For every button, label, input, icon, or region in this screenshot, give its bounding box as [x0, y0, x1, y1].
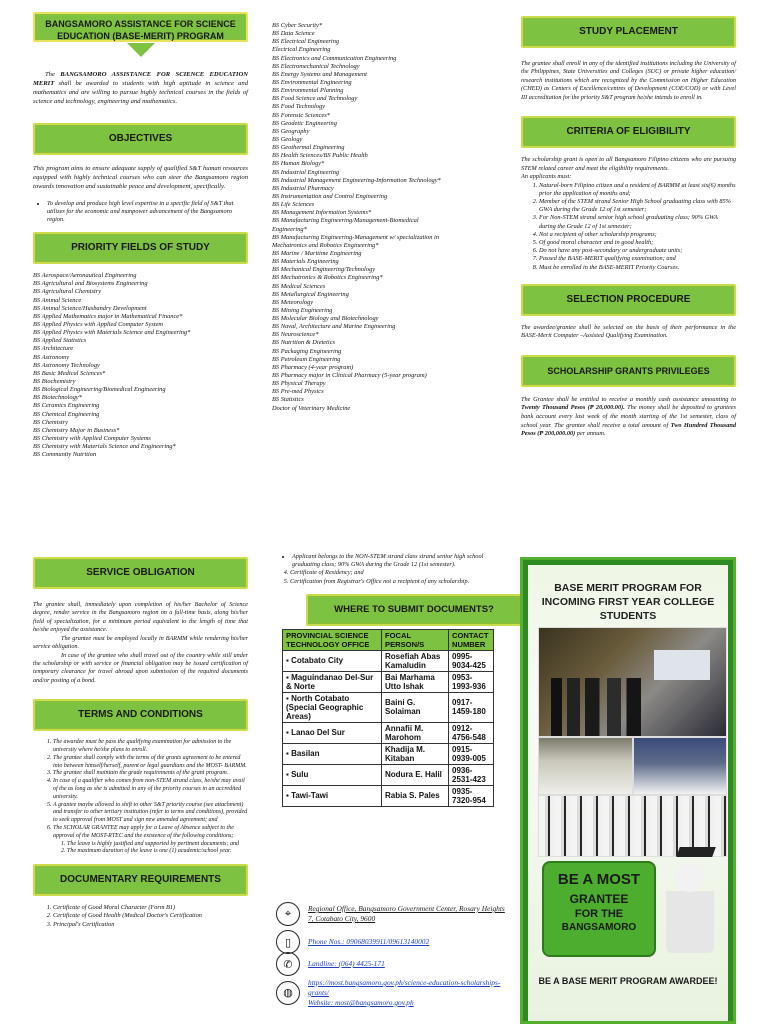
where-to-submit-heading: WHERE TO SUBMIT DOCUMENTS? [306, 594, 522, 626]
field-of-study-item: BS Aerospace/Aeronautical Engineering [33, 272, 137, 280]
office-name-text: Lanao Del Sur [291, 728, 345, 738]
field-of-study-item: BS Petroleum Engineering [272, 355, 341, 363]
field-of-study-item: BS Energy Systems and Management [272, 70, 367, 78]
field-of-study-item: BS Geography [272, 127, 310, 135]
field-of-study-item: BS Animal Science [33, 296, 82, 304]
eligibility-item: 1. Natural-born Filipino citizen and a resident of BARMM at least six(6) months prior the application of months and; [539, 182, 736, 198]
phone-link[interactable]: Phone Nos.: 09068039911/09613140002 [308, 937, 430, 946]
field-of-study-item: BS Animal Science/Husbandry Development [33, 304, 147, 312]
field-of-study-item: BS Medical Sciences [272, 282, 326, 290]
focal-person [382, 764, 449, 785]
office-name-text: Sulu [291, 770, 309, 780]
focal-person-text: Bai Marhama Utto Ishak [385, 672, 435, 691]
field-of-study-item: BS Applied Statistics [33, 337, 87, 345]
field-of-study-item: BS Architecture [33, 345, 74, 353]
terms-item-text: The SCHOLAR GRANTEE may apply for a Leave of Absence subject to the approval of the MOST-RTEC and the existence of the following conditions; [53, 824, 234, 839]
field-of-study-item: BS Industrial Engineering [272, 168, 340, 176]
panel-placement [521, 16, 736, 439]
contact-number [449, 692, 494, 722]
field-of-study-item: BS Chemical Engineering [33, 410, 100, 418]
field-of-study-item: BS Applied Physics with Applied Computer System [33, 321, 164, 329]
field-of-study-item: BS Life Sciences [272, 201, 315, 209]
office-row [283, 722, 494, 743]
field-of-study-item: BS Data Science [272, 30, 315, 38]
website-email-link[interactable]: Website: most@bangsamoro.gov.ph [308, 997, 414, 1007]
contact-number-text: 0936-2531-423 [452, 765, 486, 784]
terms-heading: TERMS AND CONDITIONS [33, 699, 248, 731]
field-of-study-item: BS Packaging Engineering [272, 347, 342, 355]
field-of-study-item: BS Meteorology [272, 298, 314, 306]
selection-heading: SELECTION PROCEDURE [521, 284, 736, 316]
bullet-icon: ▪ [286, 770, 292, 780]
field-of-study-item: BS Metallurgical Engineering [272, 290, 349, 298]
badge-line-1: BE A MOST [557, 871, 641, 888]
office-name [283, 785, 382, 806]
field-of-study-item: BS Environmental Engineering [272, 78, 352, 86]
address-text: Regional Office, Bangsamoro Government Center, Rosary Heights 7, Cotabato City, 9600 [308, 904, 505, 923]
service-obligation-p3: In case of the grantee who shall travel out of the country while still under the scholarship or with service or financial obligation may be issued certification of temporary clearance for travel abroad upon submission of the required documents and/or posting of a bond. [33, 651, 248, 684]
office-name-text: Maguindanao Del-Sur & Norte [286, 672, 374, 691]
field-of-study-item: BS Geodetic Engineering [272, 119, 337, 127]
offices-table-header [283, 629, 494, 650]
focal-person-text: Annafii M. Marohom [385, 723, 424, 742]
office-name [283, 692, 382, 722]
contact-number-text: 0935-7320-954 [452, 786, 486, 805]
field-of-study-item: BS Biotechnology* [33, 394, 82, 402]
office-name [283, 722, 382, 743]
eligibility-lead: An applicants must: [521, 173, 572, 181]
focal-person [382, 650, 449, 671]
field-of-study-item: Doctor of Veterinary Medicine [272, 404, 351, 412]
service-obligation-p1: The grantee shall, immediately upon completion of his/her Bachelor of Science degree, render service in the Bangsamoro region on a full-time basis, along his/her field of specialization, for a minimum period equivalent to the length of time that he/she enjoyed the assistance. [33, 601, 248, 634]
non-stem-bullet: • Applicant belongs to the NON-STEM strand class strand senior high school graduating class; 90% GWA during the Grade 12 (1st semester). [292, 553, 508, 569]
office-name [283, 743, 382, 764]
study-placement-text: The grantee shall enroll in any of the identified institutions including the University of the Philippines, State Universities and Colleges (SUC) or private higher education/ research institutions which are recognized by the Commission on Higher Education (CHED) as Centers of Excellence/centres of Development (COE/COD) or with Level III accreditation for the priority S&T program he/she intends to enroll in. [521, 60, 736, 101]
privileges-text: The Grantee shall be entitled to receive a monthly cash assistance amounting to Twenty Thousand Pesos (₱ 20,000.00). The money shall be deposited to grantees bank account every last week of the month starting of the 1st semester, class of school year. The grantee shall receive a total amount of Two Hundred Thousand Pesos (₱ 200,000.00) per annum. [521, 395, 736, 438]
field-of-study-item: BS Naval, Architecture and Marine Engineering [272, 323, 396, 331]
eligibility-item: 3. For Non-STEM strand senior high school graduating class; 90% GWA during the Grade 12 of 1st semester; [539, 214, 736, 230]
field-of-study-item: BS Community Nutrition [33, 451, 97, 459]
objectives-text: This program aims to ensure adequate supply of qualified S&T human resources equipped with highly technical courses who can steer the Bangsamoro region towards innovation and sustainable peace and development, specifically. [33, 164, 248, 190]
priority-list-col2 [272, 22, 504, 413]
office-name-text: North Cotabato (Special Geographic Areas) [286, 693, 364, 721]
field-of-study-item: BS Forensic Sciences* [272, 111, 330, 119]
focal-person-text: Baini G. Solaiman [385, 698, 421, 717]
field-of-study-item: BS Chemistry [33, 418, 68, 426]
documentary-item: 2. Certificate of Good Health (Medical Doctor's Certification [53, 912, 248, 920]
field-of-study-item: BS Basic Medical Sciences* [33, 369, 106, 377]
contact-web [276, 978, 508, 1008]
field-of-study-item: BS Applied Physics with Materials Science and Engineering* [33, 329, 191, 337]
contact-number [449, 743, 494, 764]
documentary-list [33, 904, 248, 929]
terms-item [53, 778, 248, 801]
bullet-icon: ▪ [286, 791, 292, 801]
badge-line-3: FOR THE [574, 908, 624, 920]
documentary-item: 1. Certificate of Good Moral Character (Form B1) [53, 904, 248, 912]
program-title: BANGSAMORO ASSISTANCE FOR SCIENCE EDUCATION (BASE-MERIT) PROGRAM [45, 19, 236, 41]
telephone-icon: ✆ [276, 952, 300, 976]
bullet-icon: ▪ [286, 672, 292, 682]
focal-person [382, 671, 449, 692]
eligibility-item: 5. Of good moral character and in good health; [539, 239, 736, 247]
focal-person [382, 722, 449, 743]
eligibility-item: 2. Member of the STEM strand Senior High School graduating class with 85% GWA during the Grade 12 of 1st semester; [539, 198, 736, 214]
field-of-study-item: Engineering* [272, 225, 307, 233]
field-of-study-item: BS Ceramics Engineering [33, 402, 100, 410]
eligibility-heading: CRITERIA OF ELIGIBILITY [521, 116, 736, 148]
field-of-study-item: BS Chemistry with Materials Science and Engineering* [33, 443, 176, 451]
offices-table [282, 629, 494, 807]
field-of-study-item: BS Mechanical Engineering/Technology [272, 266, 376, 274]
study-placement-heading: STUDY PLACEMENT [521, 16, 736, 48]
field-of-study-item: BS Environmental Planning [272, 87, 344, 95]
documentary-continued [278, 553, 508, 569]
focal-person [382, 692, 449, 722]
terms-sub-item: 2. The maximum duration of the leave is one (1) academic/school year. [67, 848, 248, 856]
contact-number-text: 0995-9034-425 [452, 651, 486, 670]
objectives-heading: OBJECTIVES [33, 123, 248, 155]
field-of-study-item: BS Materials Engineering [272, 258, 339, 266]
field-of-study-item: BS Chemistry Major in Business* [33, 426, 120, 434]
field-of-study-item: BS Neuroscience* [272, 331, 319, 339]
office-name-text: Cotabato City [291, 656, 344, 666]
documentary-continued-list [278, 569, 508, 585]
selection-text: The awardee/grantee shall be selected on the basis of their performance in the BASE-Merit Computer –Assisted Qualifying Examination. [521, 323, 736, 340]
terms-item-text: The awardee must be pass the qualifying examination for admission to the university where he/she plans to enroll. [53, 739, 232, 754]
panel-priority-continued [272, 22, 504, 413]
field-of-study-item: BS Statistics [272, 396, 304, 404]
cover-title: BASE MERIT PROGRAM FOR INCOMING FIRST YEAR COLLEGE STUDENTS [541, 582, 715, 623]
cover-tagline: BE A BASE MERIT PROGRAM AWARDEE! [538, 976, 718, 986]
service-obligation-p2: The grantee must be employed locally in BARMM while rendering his/her service obligation. [33, 634, 248, 651]
doc-item-5: 5. Certification from Registrar's Office not a recipient of any scholarship. [290, 578, 508, 586]
panel-submit [278, 553, 508, 807]
field-of-study-item: BS Human Biology* [272, 160, 325, 168]
eligibility-item: 8. Must be enrolled in the BASE-MERIT Priority Courses. [539, 264, 736, 272]
field-of-study-item: BS Industrial Pharmacy [272, 184, 334, 192]
stage-screen [654, 650, 710, 680]
field-of-study-item: BS Cyber Security* [272, 22, 323, 29]
field-of-study-item: BS Astronomy Technology [33, 361, 100, 369]
cover-panel [520, 557, 736, 1024]
panel-obligations [33, 557, 248, 929]
ceremony-photo [538, 627, 727, 737]
landline-link[interactable]: Landline: (064) 4425-171 [308, 959, 385, 968]
field-of-study-item: BS Health Sciences/BS Public Health [272, 152, 368, 160]
eligibility-list [521, 182, 736, 272]
figure-illustration [666, 861, 714, 953]
office-name-text: Tawi-Tawi [291, 791, 329, 801]
contact-number [449, 722, 494, 743]
office-row [283, 764, 494, 785]
field-of-study-item: BS Manufacturing Engineering-Management w/ specialization in [272, 233, 440, 241]
field-of-study-item: BS Geothermal Engineering [272, 144, 345, 152]
field-of-study-item: BS Management Information Systems* [272, 209, 372, 217]
office-row [283, 743, 494, 764]
field-of-study-item: BS Electronics and Communication Engineering [272, 54, 397, 62]
objectives-bullet: • To develop and produce high level expertise in a specific field of S&T that utilizes for the economic and manpower advancement of the Bangsamoro region. [47, 200, 248, 225]
documentary-heading: DOCUMENTARY REQUIREMENTS [33, 864, 248, 896]
grantee-badge [542, 861, 656, 957]
contact-number [449, 764, 494, 785]
terms-list [33, 739, 248, 856]
office-name [283, 671, 382, 692]
cover-inner [528, 565, 728, 1021]
contact-number-text: 0953-1993-936 [452, 672, 486, 691]
badge-line-2: GRANTEE [569, 892, 629, 906]
focal-person [382, 743, 449, 764]
audience-photo [538, 737, 633, 795]
contact-number [449, 785, 494, 806]
header-office: PROVINCIAL SCIENCE TECHNOLOGY OFFICE [283, 629, 382, 650]
contact-number-text: 0912-4756-548 [452, 723, 486, 742]
field-of-study-item: BS Manufacturing Engineering/Management-Biomedical [272, 217, 419, 225]
field-of-study-item: BS Marine / Maritime Engineering [272, 249, 362, 257]
terms-item [53, 825, 248, 856]
priority-list-col1 [33, 272, 248, 459]
field-of-study-item: BS Chemistry with Applied Computer Systems [33, 435, 151, 442]
terms-sub-item: 1. The leave is highly justified and supported by pertinent documents; and [67, 841, 248, 849]
terms-item [53, 755, 248, 771]
field-of-study-item: BS Molecular Biology and Biotechnology [272, 315, 379, 323]
field-of-study-item: BS Pre-med Physics [272, 388, 324, 396]
field-of-study-item: BS Electromechanical Technology [272, 62, 360, 70]
office-name [283, 650, 382, 671]
doc-item-4: 4. Certificate of Residency; and [290, 569, 508, 577]
office-name-text: Basilan [291, 749, 320, 759]
focal-person-text: Rosefiah Abas Kamaludin [385, 651, 441, 670]
field-of-study-item: BS Instrumentation and Control Engineering [272, 192, 388, 200]
contact-phone [276, 930, 429, 954]
field-of-study-item: BS Electrical Engineering [272, 38, 340, 46]
contact-number [449, 650, 494, 671]
web-link[interactable]: https://most.bangsamoro.gov.ph/science-education-scholarships-grants/ [308, 978, 501, 997]
arrow-down-icon [127, 43, 155, 57]
bullet-icon: ▪ [286, 728, 292, 738]
office-row [283, 671, 494, 692]
terms-item [53, 739, 248, 755]
focal-person-text: Nodura E. Halil [385, 770, 442, 780]
field-of-study-item: BS Mining Engineering [272, 306, 333, 314]
location-icon: ⌖ [276, 902, 300, 926]
field-of-study-item: BS Applied Mathematics major in Mathematical Finance* [33, 312, 183, 320]
office-row [283, 785, 494, 806]
field-of-study-item: BS Food Science and Technology [272, 95, 358, 103]
office-name [283, 764, 382, 785]
field-of-study-item: Mechatronics and Robotics Engineering* [272, 241, 379, 249]
priority-heading: PRIORITY FIELDS OF STUDY [33, 232, 248, 264]
service-obligation-heading: SERVICE OBLIGATION [33, 557, 248, 589]
contact-number-text: 0917-1459-180 [452, 698, 486, 717]
field-of-study-item: BS Mechatronics & Robotics Engineering* [272, 274, 383, 282]
bullet-icon: ▪ [286, 693, 292, 703]
terms-item-text: In case of a qualifier who comes from non-STEM strand class, he/she may avail of the as long as she is admitted in any of the priority courses in an accredited university. [53, 778, 245, 800]
panel-intro [33, 12, 248, 459]
bullet-icon: ▪ [286, 656, 292, 666]
contact-landline [276, 952, 385, 976]
program-title-box [33, 12, 248, 42]
eligibility-item: 6. Do not have any post-secondary or undergraduate units; [539, 247, 736, 255]
field-of-study-item: BS Pharmacy (4-year program) [272, 363, 354, 371]
terms-item-text: A grantee maybe allowed to shift to other S&T priority course (see attachment) and transfer to other tertiary institution (refer to terms and conditions), provided to seek approval from MOST and sign new amended agreement; and [53, 801, 248, 824]
header-contact: CONTACT NUMBER [449, 629, 494, 650]
contact-number-text: 0915-0939-005 [452, 744, 486, 763]
stage-photo [633, 737, 727, 795]
office-row [283, 650, 494, 671]
globe-icon: ◍ [276, 981, 300, 1005]
focal-person-text: Khadija M. Kitaban [385, 744, 426, 763]
documentary-item: 3. Principal's Certification [53, 921, 248, 929]
focal-person [382, 785, 449, 806]
mobile-phone-icon: ▯ [276, 930, 300, 954]
terms-item-text: The grantee shall maintain the grade requirements of the grant program. [53, 770, 229, 777]
terms-item-text: The grantee shall comply with the terms of the grants agreement to be entered into between himself/herself, parent or legal guardians and the MOST- BARMM. [53, 754, 247, 769]
objectives-bullets [33, 200, 248, 225]
privileges-heading: SCHOLARSHIP GRANTS PRIVILEGES [521, 355, 736, 387]
field-of-study-item: BS Astronomy [33, 353, 70, 361]
field-of-study-item: BS Pharmacy major in Clinical Pharmacy (5-year program) [272, 372, 427, 380]
field-of-study-item: BS Food Technology [272, 103, 326, 111]
field-of-study-item: BS Agricultural and Biosystems Engineering [33, 280, 148, 288]
bullet-icon: ▪ [286, 749, 292, 759]
terms-item [53, 802, 248, 825]
eligibility-item: 7. Passed the BASE-MERIT qualifying examination; and [539, 255, 736, 263]
field-of-study-item: BS Biochemistry [33, 378, 76, 386]
field-of-study-item: BS Industrial Management Engineering-Information Technology* [272, 176, 441, 184]
contact-address [276, 902, 508, 926]
graduation-cap-icon [676, 847, 716, 857]
people-silhouettes [551, 678, 641, 736]
eligibility-item: 4. Not a recipient of other scholarship programs; [539, 231, 736, 239]
eligibility-text: The scholarship grant is open to all Bangsamoro Filipino citizens who are pursuing STEM related career and meet the eligibility requirements. [521, 156, 736, 172]
terms-sub-list [53, 841, 248, 857]
focal-person-text: Rabia S. Pales [385, 791, 440, 801]
intro-paragraph: The BANGSAMORO ASSISTANCE FOR SCIENCE EDUCATION MERIT shall be awarded to students with high aptitude in science and mathematics and are willing to pursue highly technical courses in the fields of science and technology, engineering and mathematics. [33, 71, 249, 105]
office-row [283, 692, 494, 722]
field-of-study-item: BS Nutrition & Dietetics [272, 339, 336, 347]
contact-number [449, 671, 494, 692]
field-of-study-item: BS Agricultural Chemistry [33, 288, 102, 296]
field-of-study-item: BS Geology [272, 135, 303, 143]
field-of-study-item: BS Biological Engineering/Biomedical Engineering [33, 386, 166, 394]
badge-line-4: BANGSAMORO [561, 922, 637, 933]
field-of-study-item: BS Physical Therapy [272, 380, 326, 388]
header-focal: FOCAL PERSON/S [382, 629, 449, 650]
field-of-study-item: Electrical Engineering [272, 46, 331, 54]
